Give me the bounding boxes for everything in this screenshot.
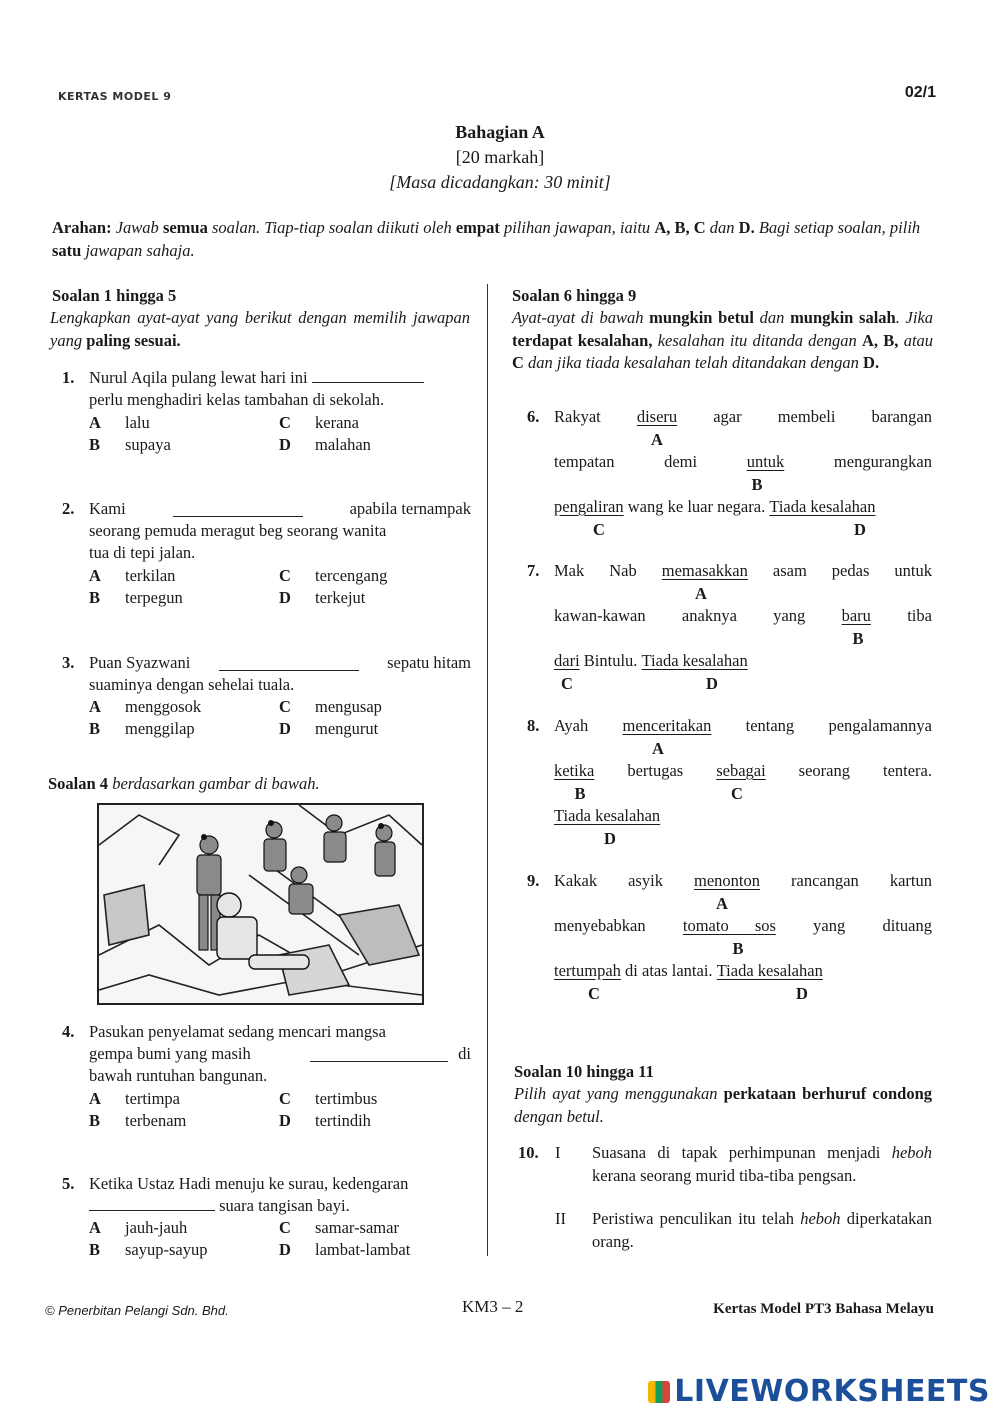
- option-d[interactable]: D malahan: [279, 435, 371, 454]
- question-10: 10. I Suasana di tapak perhimpunan menjadi heboh kerana seorang murid tiba-tiba pengsan. II Peristiwa penculikan itu telah heboh diperkatakan orang.: [0, 1142, 1000, 1257]
- option-d[interactable]: D lambat-lambat: [279, 1240, 411, 1259]
- option-b[interactable]: B sayup-sayup: [89, 1240, 208, 1259]
- option-b[interactable]: tomato sos: [682, 916, 776, 935]
- option-a[interactable]: A terkilan: [89, 566, 176, 585]
- option-d[interactable]: Tiada kesalahan: [769, 497, 876, 516]
- option-d[interactable]: D terkejut: [279, 588, 366, 607]
- group-3-title: Soalan 10 hingga 11: [514, 1062, 654, 1081]
- option-b[interactable]: B terbenam: [89, 1111, 187, 1130]
- question-7: 7. Mak Nab memasakkan asam pedas untuk A kawan-kawan anaknya yang baru tiba B dari Bintulu. Tiada kesalahan C D: [527, 561, 932, 693]
- option-a[interactable]: memasakkan: [661, 561, 748, 580]
- liveworksheets-logo[interactable]: LIVEWORKSHEETS: [648, 1374, 990, 1409]
- section-title: Bahagian A: [455, 122, 545, 142]
- group-1-instruction: Lengkapkan ayat-ayat yang berikut dengan memilih jawapan yang paling sesuai.: [50, 308, 470, 350]
- question-9: 9. Kakak asyik menonton rancangan kartun A menyebabkan tomato sos yang dituang B tertumpah di atas lantai. Tiada kesalahan C D: [527, 871, 932, 1003]
- option-c[interactable]: sebagai: [716, 761, 766, 780]
- page-number: KM3 – 2: [462, 1297, 524, 1316]
- option-a[interactable]: A tertimpa: [89, 1089, 180, 1108]
- answer-blank[interactable]: [310, 1047, 448, 1062]
- option-c[interactable]: C tertimbus: [279, 1089, 378, 1108]
- liveworksheets-icon: [648, 1381, 670, 1403]
- option-c[interactable]: C mengusap: [279, 697, 382, 716]
- option-a[interactable]: menceritakan: [622, 716, 712, 735]
- option-b[interactable]: baru: [841, 606, 871, 625]
- option-b[interactable]: B supaya: [89, 435, 171, 454]
- group-1-title: Soalan 1 hingga 5: [52, 286, 177, 305]
- section-marks: [20 markah]: [455, 147, 545, 167]
- question-4: 4. Pasukan penyelamat sedang mencari mangsa gempa bumi yang masih di bawah runtuhan bangunan. A tertimpa B terbenam C tertimbus D tertindih: [0, 1021, 480, 1133]
- option-c[interactable]: C kerana: [279, 413, 359, 432]
- option-d[interactable]: Tiada kesalahan: [554, 806, 661, 825]
- option-d[interactable]: Tiada kesalahan: [641, 651, 748, 670]
- question-4-context: Soalan 4 berdasarkan gambar di bawah.: [48, 774, 320, 793]
- option-c[interactable]: tertumpah: [554, 961, 621, 980]
- question-6: 6. Rakyat diseru agar membeli barangan A tempatan demi untuk mengurangkan B pengaliran wang ke luar negara. Tiada kesalahan C D: [527, 407, 932, 539]
- option-c[interactable]: dari: [554, 651, 580, 670]
- paper-number: 02/1: [904, 84, 936, 101]
- instructions-label: Arahan:: [52, 218, 112, 237]
- option-a[interactable]: A jauh-jauh: [89, 1218, 188, 1237]
- option-b[interactable]: B menggilap: [89, 719, 195, 738]
- question-8: 8. Ayah menceritakan tentang pengalamannya A ketika bertugas sebagai seorang tentera. B C Tiada kesalahan D: [527, 716, 932, 848]
- option-b[interactable]: untuk: [746, 452, 785, 471]
- option-d[interactable]: D mengurut: [279, 719, 379, 738]
- option-b[interactable]: B terpegun: [89, 588, 183, 607]
- group-2-instruction: Ayat-ayat di bawah mungkin betul dan mungkin salah. Jika terdapat kesalahan, kesalahan itu ditanda dengan A, B, atau C dan jika tiada kesalahan telah ditandakan dengan D.: [512, 308, 934, 372]
- option-d[interactable]: D tertindih: [279, 1111, 371, 1130]
- statement-i: Suasana di tapak perhimpunan menjadi heboh kerana seorang murid tiba-tiba pengsan.: [592, 1143, 933, 1185]
- option-d[interactable]: Tiada kesalahan: [716, 961, 823, 980]
- option-c[interactable]: pengaliran: [554, 497, 624, 516]
- group-2-title: Soalan 6 hingga 9: [512, 286, 637, 305]
- paper-code: KERTAS MODEL 9: [58, 90, 172, 103]
- question-5: 5. Ketika Ustaz Hadi menuju ke surau, kedengaran suara tangisan bayi. A jauh-jauh B sayup-sayup C samar-samar D lambat-lambat: [0, 1173, 480, 1263]
- question-2: 2. Kami apabila ternampak seorang pemuda meragut beg seorang wanita tua di tepi jalan. A terkilan B terpegun C tercengang D terkejut: [0, 498, 480, 610]
- option-a[interactable]: A menggosok: [89, 697, 202, 716]
- publisher: © Penerbitan Pelangi Sdn. Bhd.: [45, 1303, 229, 1318]
- answer-blank[interactable]: [312, 368, 424, 383]
- option-a[interactable]: A lalu: [89, 413, 150, 432]
- section-time: [Masa dicadangkan: 30 minit]: [389, 172, 611, 192]
- instructions: Arahan: Jawab semua soalan. Tiap-tiap soalan diikuti oleh empat pilihan jawapan, iaitu A, B, C dan D. Bagi setiap soalan, pilih satu jawapan sahaja.: [52, 218, 921, 260]
- option-a[interactable]: diseru: [636, 407, 678, 426]
- question-3: 3. Puan Syazwani sepatu hitam suaminya dengan sehelai tuala. A menggosok B menggilap C mengusap D mengurut: [0, 652, 480, 742]
- question-1: 1. Nurul Aqila pulang lewat hari ini perlu menghadiri kelas tambahan di sekolah. A lalu B supaya C kerana D malahan: [0, 367, 480, 457]
- option-c[interactable]: C samar-samar: [279, 1218, 399, 1237]
- paper-title: Kertas Model PT3 Bahasa Melayu: [713, 1301, 934, 1317]
- option-b[interactable]: ketika: [554, 761, 595, 780]
- group-3-instruction: Pilih ayat yang menggunakan perkataan berhuruf condong dengan betul.: [514, 1084, 932, 1126]
- option-a[interactable]: menonton: [693, 871, 760, 890]
- option-c[interactable]: C tercengang: [279, 566, 388, 585]
- statement-ii: Peristiwa penculikan itu telah heboh diperkatakan orang.: [592, 1209, 932, 1251]
